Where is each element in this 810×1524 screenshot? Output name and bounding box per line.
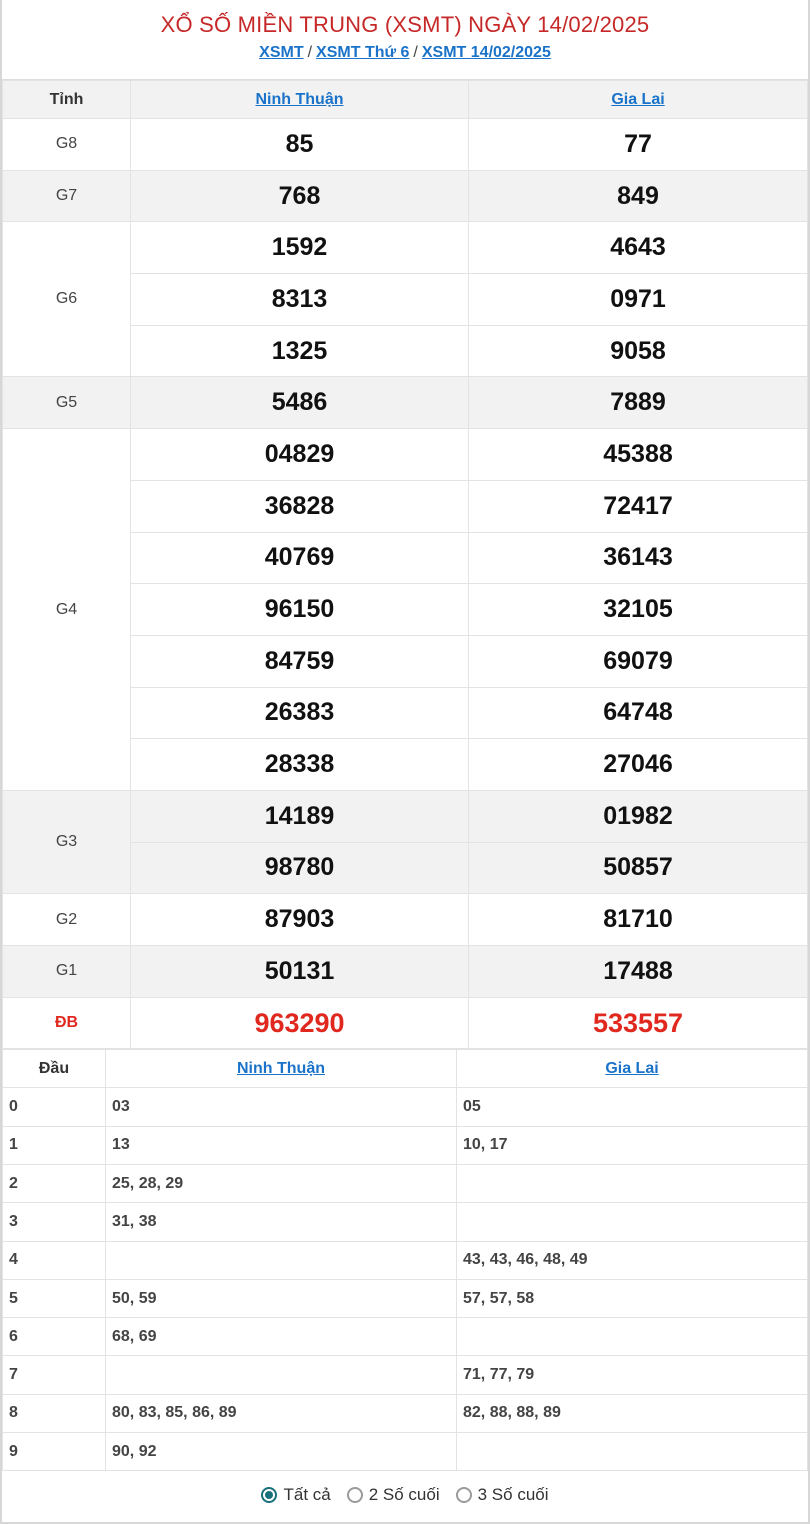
prize-number: 8313 <box>131 274 469 326</box>
head-tail-row <box>3 1433 808 1471</box>
radio-icon[interactable] <box>261 1487 277 1503</box>
tail-list: 80, 83, 85, 86, 89 <box>106 1394 457 1432</box>
breadcrumb-link-date[interactable]: XSMT 14/02/2025 <box>421 44 551 61</box>
prize-number: 45388 <box>469 429 808 481</box>
result-header <box>2 0 808 80</box>
prize-number: 69079 <box>469 635 808 687</box>
prize-number: 77 <box>469 119 808 171</box>
prize-label: G8 <box>3 119 131 171</box>
prize-number: 04829 <box>131 429 469 481</box>
province-column-header: Tỉnh <box>3 81 131 119</box>
prize-number: 01982 <box>469 790 808 842</box>
tail-list: 25, 28, 29 <box>106 1164 457 1202</box>
prize-number: 40769 <box>131 532 469 584</box>
tail-list: 03 <box>106 1088 457 1126</box>
head-digit: 1 <box>3 1126 106 1164</box>
tail-list <box>106 1356 457 1394</box>
head-tail-row <box>3 1088 808 1126</box>
prize-number: 32105 <box>469 584 808 636</box>
head-tail-row <box>3 1394 808 1432</box>
tail-list: 71, 77, 79 <box>457 1356 808 1394</box>
tail-list <box>457 1164 808 1202</box>
head-tail-table <box>2 1049 808 1471</box>
tail-list <box>457 1318 808 1356</box>
tail-list: 90, 92 <box>106 1433 457 1471</box>
prize-number: 64748 <box>469 687 808 739</box>
tail-list: 57, 57, 58 <box>457 1279 808 1317</box>
breadcrumb-separator: / <box>413 44 418 61</box>
prize-row <box>3 997 808 1049</box>
head-digit: 4 <box>3 1241 106 1279</box>
province-header <box>457 1050 808 1088</box>
prize-number: 98780 <box>131 842 469 894</box>
prize-row <box>3 429 808 481</box>
prize-number: 5486 <box>131 377 469 429</box>
province-header <box>469 81 808 119</box>
tail-list: 82, 88, 88, 89 <box>457 1394 808 1432</box>
head-digit: 3 <box>3 1203 106 1241</box>
prize-label: G3 <box>3 790 131 893</box>
head-tail-row <box>3 1203 808 1241</box>
prize-number: 0971 <box>469 274 808 326</box>
prize-number: 27046 <box>469 739 808 791</box>
filter-option-label: Tất cả <box>283 1485 331 1505</box>
prize-row <box>3 790 808 842</box>
province-link[interactable]: Ninh Thuận <box>255 90 344 108</box>
head-tail-row <box>3 1241 808 1279</box>
head-digit: 8 <box>3 1394 106 1432</box>
tail-list: 10, 17 <box>457 1126 808 1164</box>
filter-option[interactable] <box>347 1485 440 1505</box>
prize-number: 85 <box>131 119 469 171</box>
head-tail-row <box>3 1126 808 1164</box>
prize-number: 50131 <box>131 946 469 998</box>
province-header <box>106 1050 457 1088</box>
head-digit: 0 <box>3 1088 106 1126</box>
radio-icon[interactable] <box>456 1487 472 1503</box>
head-tail-row <box>3 1356 808 1394</box>
province-link[interactable]: Gia Lai <box>605 1059 659 1077</box>
tail-list: 43, 43, 46, 48, 49 <box>457 1241 808 1279</box>
digit-filter <box>2 1471 808 1519</box>
prize-row <box>3 946 808 998</box>
filter-option-label: 2 Số cuối <box>368 1485 440 1505</box>
tail-list: 31, 38 <box>106 1203 457 1241</box>
prize-number: 17488 <box>469 946 808 998</box>
head-digit: 7 <box>3 1356 106 1394</box>
head-tail-row <box>3 1279 808 1317</box>
prize-label: G1 <box>3 946 131 998</box>
breadcrumb <box>2 44 808 62</box>
tail-list: 05 <box>457 1088 808 1126</box>
prize-label: G4 <box>3 429 131 791</box>
prize-row <box>3 222 808 274</box>
tail-list: 50, 59 <box>106 1279 457 1317</box>
prize-number: 1325 <box>131 325 469 377</box>
tail-list <box>457 1203 808 1241</box>
prize-number: 50857 <box>469 842 808 894</box>
breadcrumb-link-xsmt[interactable]: XSMT <box>259 44 304 61</box>
head-digit: 5 <box>3 1279 106 1317</box>
prize-row <box>3 119 808 171</box>
prize-number: 87903 <box>131 894 469 946</box>
prize-number: 36828 <box>131 480 469 532</box>
page-title: XỔ SỐ MIỀN TRUNG (XSMT) NGÀY 14/02/2025 <box>160 12 650 37</box>
results-table <box>2 80 808 1049</box>
province-link[interactable]: Gia Lai <box>611 90 665 108</box>
prize-number: 96150 <box>131 584 469 636</box>
head-tail-header-row <box>3 1050 808 1088</box>
prize-number: 72417 <box>469 480 808 532</box>
head-digit: 9 <box>3 1433 106 1471</box>
prize-number: 36143 <box>469 532 808 584</box>
head-column-header: Đầu <box>3 1050 106 1088</box>
head-digit: 2 <box>3 1164 106 1202</box>
prize-number: 14189 <box>131 790 469 842</box>
prize-number: 533557 <box>469 997 808 1049</box>
prize-number: 963290 <box>131 997 469 1049</box>
filter-option-label: 3 Số cuối <box>477 1485 549 1505</box>
province-header <box>131 81 469 119</box>
breadcrumb-separator: / <box>307 44 313 61</box>
prize-row <box>3 170 808 222</box>
prize-number: 9058 <box>469 325 808 377</box>
prize-label: G7 <box>3 170 131 222</box>
head-tail-row <box>3 1318 808 1356</box>
filter-option[interactable] <box>261 1485 330 1505</box>
prize-number: 81710 <box>469 894 808 946</box>
head-digit: 6 <box>3 1318 106 1356</box>
filter-option[interactable] <box>456 1485 549 1505</box>
breadcrumb-link-xsmt-thu6[interactable]: XSMT Thứ 6 <box>316 44 410 61</box>
radio-icon[interactable] <box>347 1487 363 1503</box>
head-tail-row <box>3 1164 808 1202</box>
results-header-row <box>3 81 808 119</box>
prize-number: 849 <box>469 170 808 222</box>
tail-list <box>106 1241 457 1279</box>
prize-label: G5 <box>3 377 131 429</box>
prize-label: G2 <box>3 894 131 946</box>
prize-label: G6 <box>3 222 131 377</box>
prize-number: 26383 <box>131 687 469 739</box>
tail-list <box>457 1433 808 1471</box>
prize-row <box>3 377 808 429</box>
tail-list: 13 <box>106 1126 457 1164</box>
prize-number: 4643 <box>469 222 808 274</box>
prize-number: 28338 <box>131 739 469 791</box>
prize-number: 768 <box>131 170 469 222</box>
province-link[interactable]: Ninh Thuận <box>237 1059 325 1077</box>
tail-list: 68, 69 <box>106 1318 457 1356</box>
prize-number: 84759 <box>131 635 469 687</box>
prize-number: 1592 <box>131 222 469 274</box>
prize-row <box>3 894 808 946</box>
prize-label: ĐB <box>3 997 131 1049</box>
prize-number: 7889 <box>469 377 808 429</box>
